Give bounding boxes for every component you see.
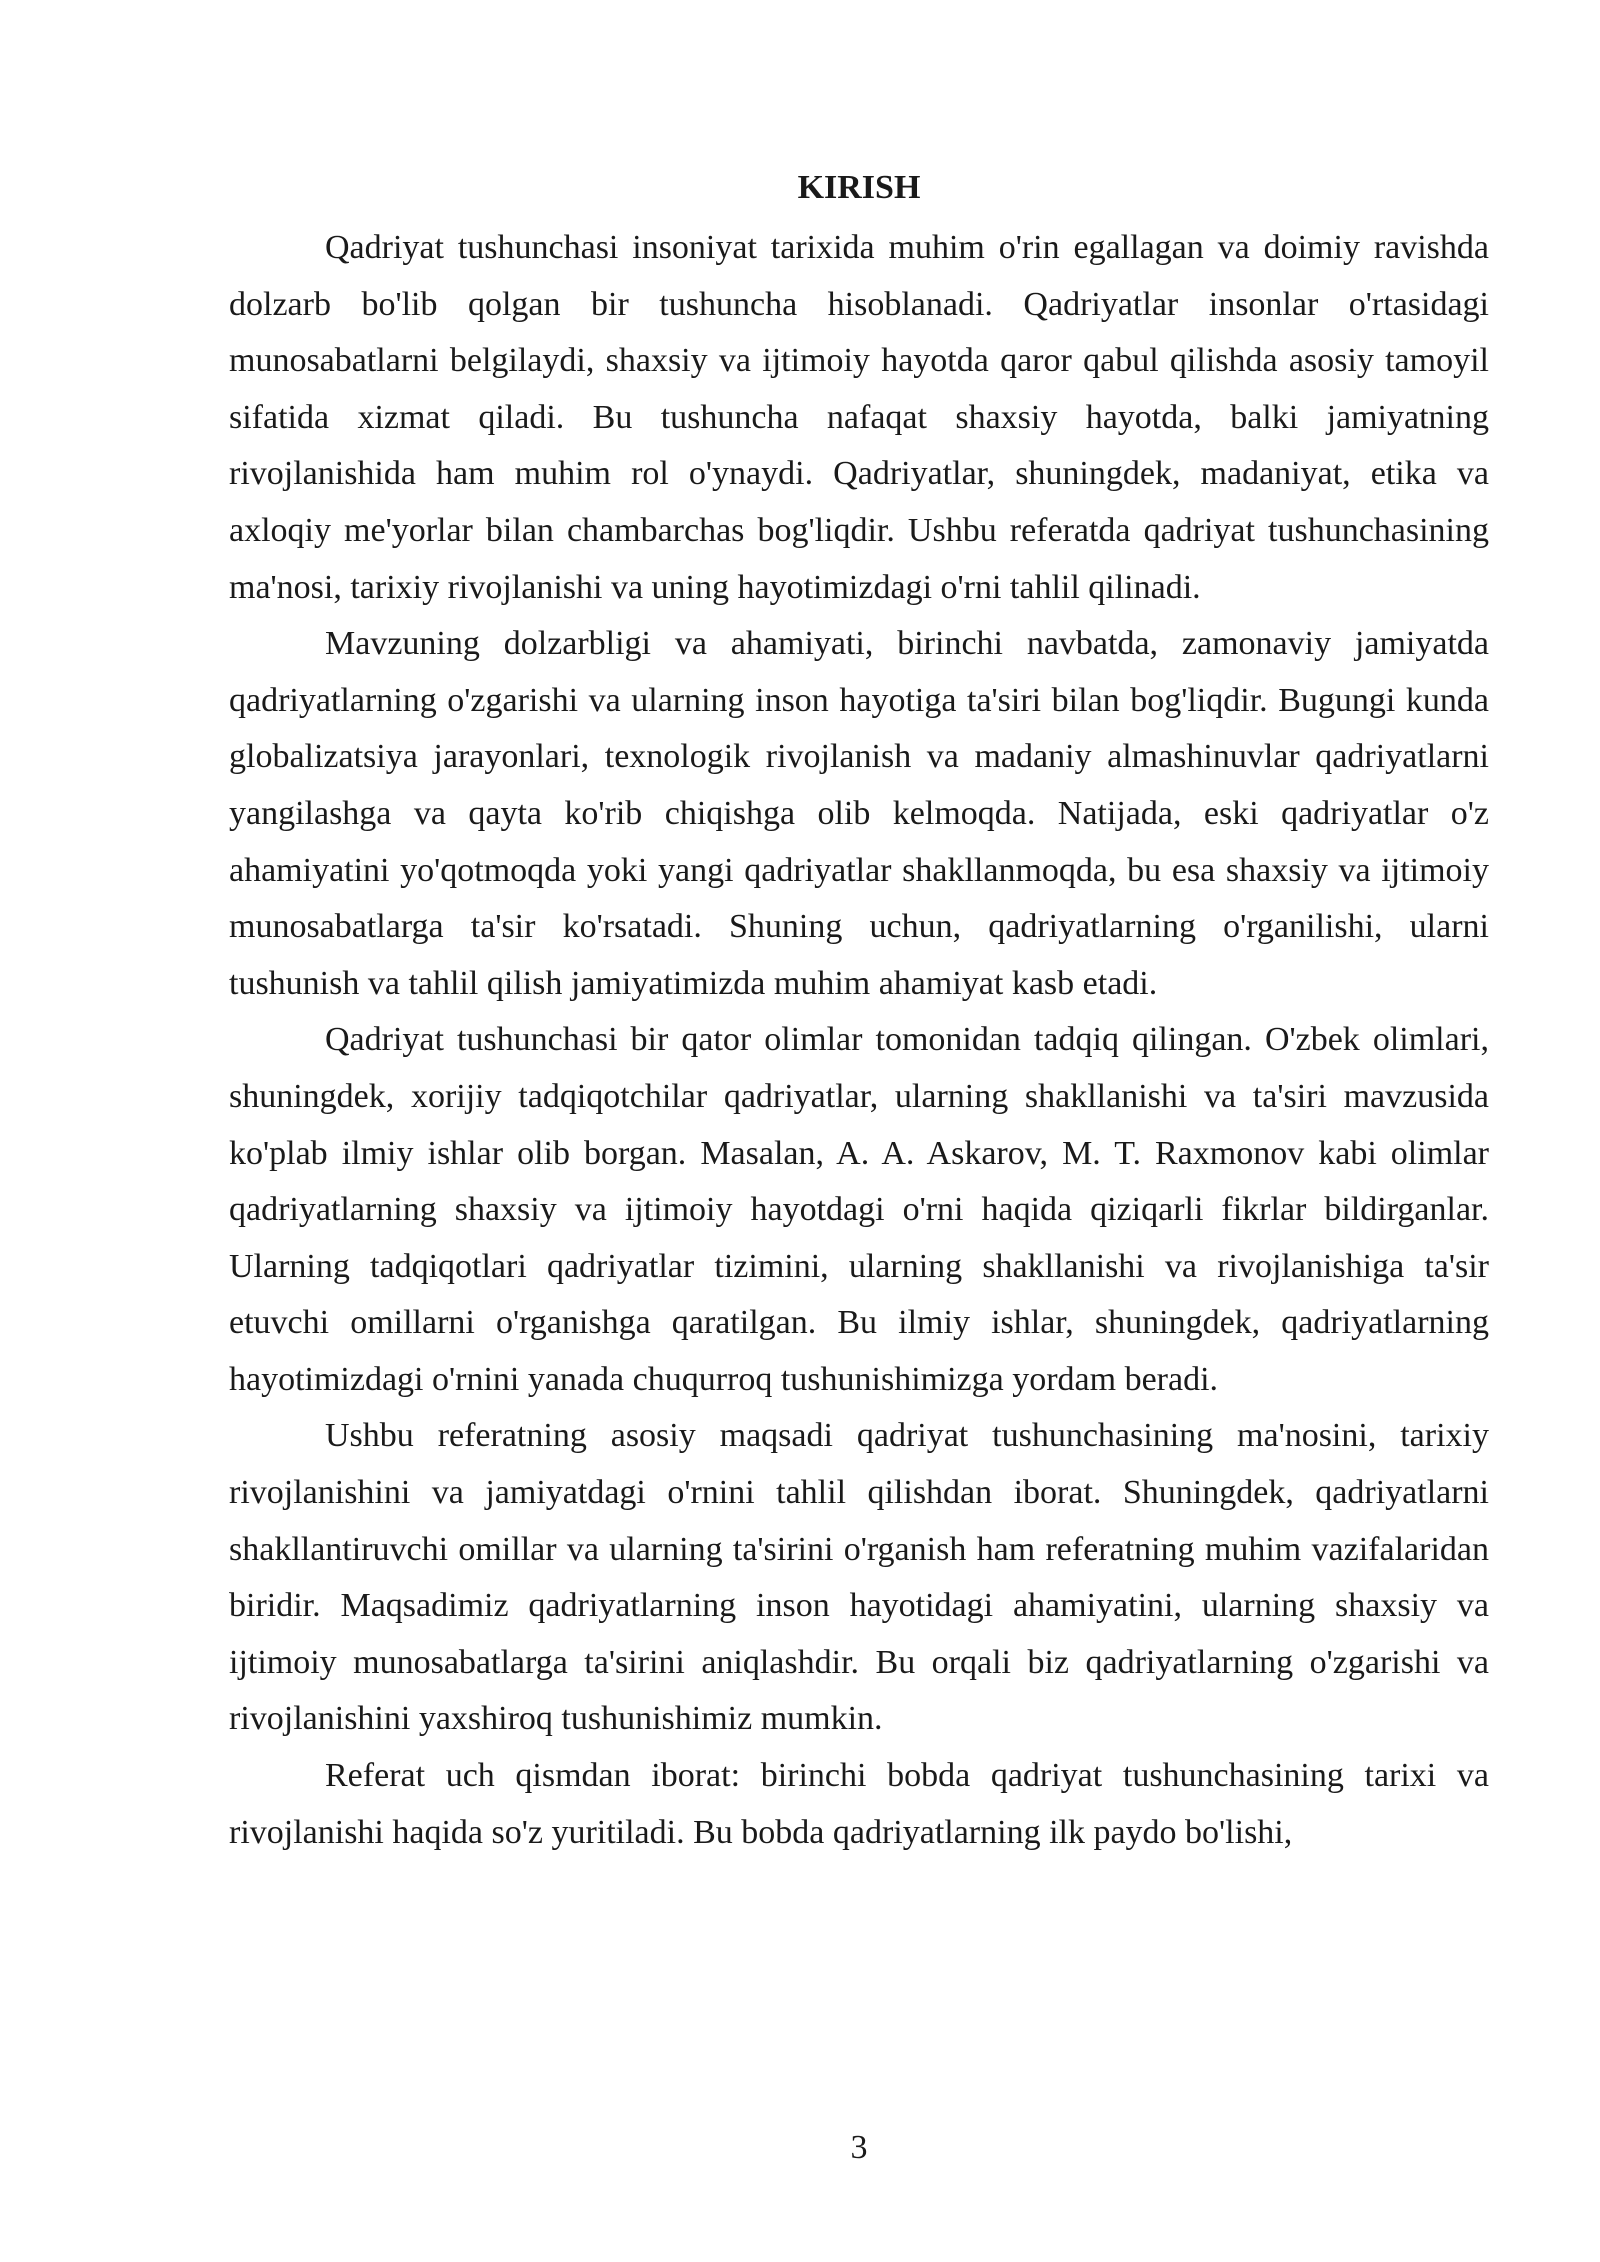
document-page	[229, 160, 1489, 1861]
paragraph-structure: Referat uch qismdan iborat: birinchi bobda qadriyat tushunchasining tarixi va rivojlanishi haqida so'z yuritiladi. Bu bobda qadriyatlarning ilk paydo bo'lishi,	[229, 1757, 1489, 1851]
paragraph-research: Qadriyat tushunchasi bir qator olimlar tomonidan tadqiq qilingan. O'zbek olimlari, shuningdek, xorijiy tadqiqotchilar qadriyatlar, ularning shakllanishi va ta'siri mavzusida ko'plab ilmiy ishlar olib borgan. Masalan, A. A. Askarov, M. T. Raxmonov kabi olimlar qadriyatlarning shaxsiy va ijtimoiy hayotdagi o'rni haqida qiziqarli fikrlar bildirganlar. Ularning tadqiqotlari qadriyatlar tizimini, ularning shakllanishi va rivojlanishiga ta'sir etuvchi omillarni o'rganishga qaratilgan. Bu ilmiy ishlar, shuningdek, qadriyatlarning hayotimizdagi o'rnini yanada chuqurroq tushunishimizga yordam beradi.	[229, 1021, 1489, 1398]
paragraph-introduction: Qadriyat tushunchasi insoniyat tarixida muhim o'rin egallagan va doimiy ravishda dolzarb bo'lib qolgan bir tushuncha hisoblanadi. Qadriyatlar insonlar o'rtasidagi munosabatlarni belgilaydi, shaxsiy va ijtimoiy hayotda qaror qabul qilishda asosiy tamoyil sifatida xizmat qiladi. Bu tushuncha nafaqat shaxsiy hayotda, balki jamiyatning rivojlanishida ham muhim rol o'ynaydi. Qadriyatlar, shuningdek, madaniyat, etika va axloqiy me'yorlar bilan chambarchas bog'liqdir. Ushbu referatda qadriyat tushunchasining ma'nosi, tarixiy rivojlanishi va uning hayotimizdagi o'rni tahlil qilinadi.	[229, 229, 1489, 606]
section-title: KIRISH	[797, 169, 921, 206]
paragraph-relevance: Mavzuning dolzarbligi va ahamiyati, birinchi navbatda, zamonaviy jamiyatda qadriyatlarning o'zgarishi va ularning inson hayotiga ta'siri bilan bog'liqdir. Bugungi kunda globalizatsiya jarayonlari, texnologik rivojlanish va madaniy almashinuvlar qadriyatlarni yangilashga va qayta ko'rib chiqishga olib kelmoqda. Natijada, eski qadriyatlar o'z ahamiyatini yo'qotmoqda yoki yangi qadriyatlar shakllanmoqda, bu esa shaxsiy va ijtimoiy munosabatlarga ta'sir ko'rsatadi. Shuning uchun, qadriyatlarning o'rganilishi, ularni tushunish va tahlil qilish jamiyatimizda muhim ahamiyat kasb etadi.	[229, 625, 1489, 1002]
paragraph-goal: Ushbu referatning asosiy maqsadi qadriyat tushunchasining ma'nosini, tarixiy rivojlanishini va jamiyatdagi o'rnini tahlil qilishdan iborat. Shuningdek, qadriyatlarni shakllantiruvchi omillar va ularning ta'sirini o'rganish ham referatning muhim vazifalaridan biridir. Maqsadimiz qadriyatlarning inson hayotidagi ahamiyatini, ularning shaxsiy va ijtimoiy munosabatlarga ta'sirini aniqlashdir. Bu orqali biz qadriyatlarning o'zgarishi va rivojlanishini yaxshiroq tushunishimiz mumkin.	[229, 1417, 1489, 1738]
page-number: 3	[850, 2129, 868, 2166]
